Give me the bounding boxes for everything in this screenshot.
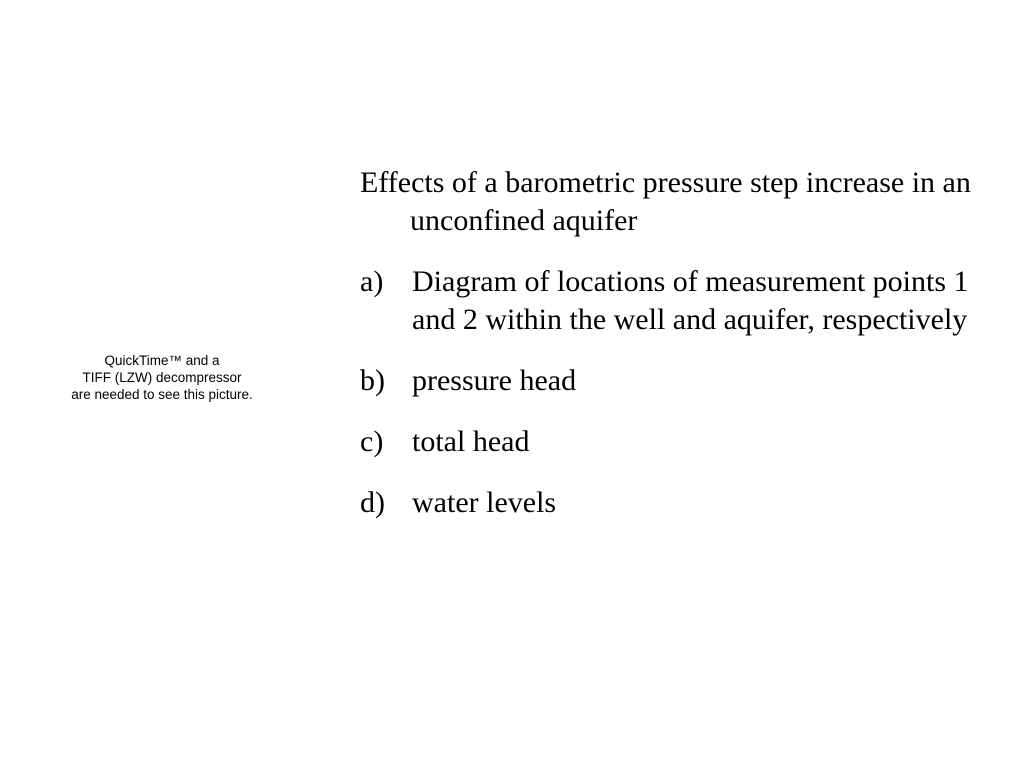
list-item (360, 263, 1000, 339)
slide-text-body (360, 164, 1000, 545)
list-marker: c) (360, 425, 384, 458)
list-marker: a) (360, 265, 384, 298)
list-item-text: total head (412, 425, 530, 458)
list-item (360, 362, 1000, 400)
list-marker: b) (360, 364, 385, 397)
slide-heading: Effects of a barometric pressure step increase in an unconfined aquifer (360, 166, 971, 237)
placeholder-line: QuickTime™ and a (104, 353, 220, 368)
list-marker: d) (360, 486, 385, 519)
missing-image-placeholder (36, 352, 288, 403)
list-item (360, 423, 1000, 461)
placeholder-line: TIFF (LZW) decompressor (82, 370, 242, 385)
list-item (360, 484, 1000, 522)
list-item-text: pressure head (412, 364, 577, 397)
placeholder-line: are needed to see this picture. (71, 387, 253, 402)
list-item-text: water levels (412, 486, 557, 519)
list-item-text: Diagram of locations of measurement points 1 and 2 within the well and aquifer, respectively (412, 265, 969, 336)
